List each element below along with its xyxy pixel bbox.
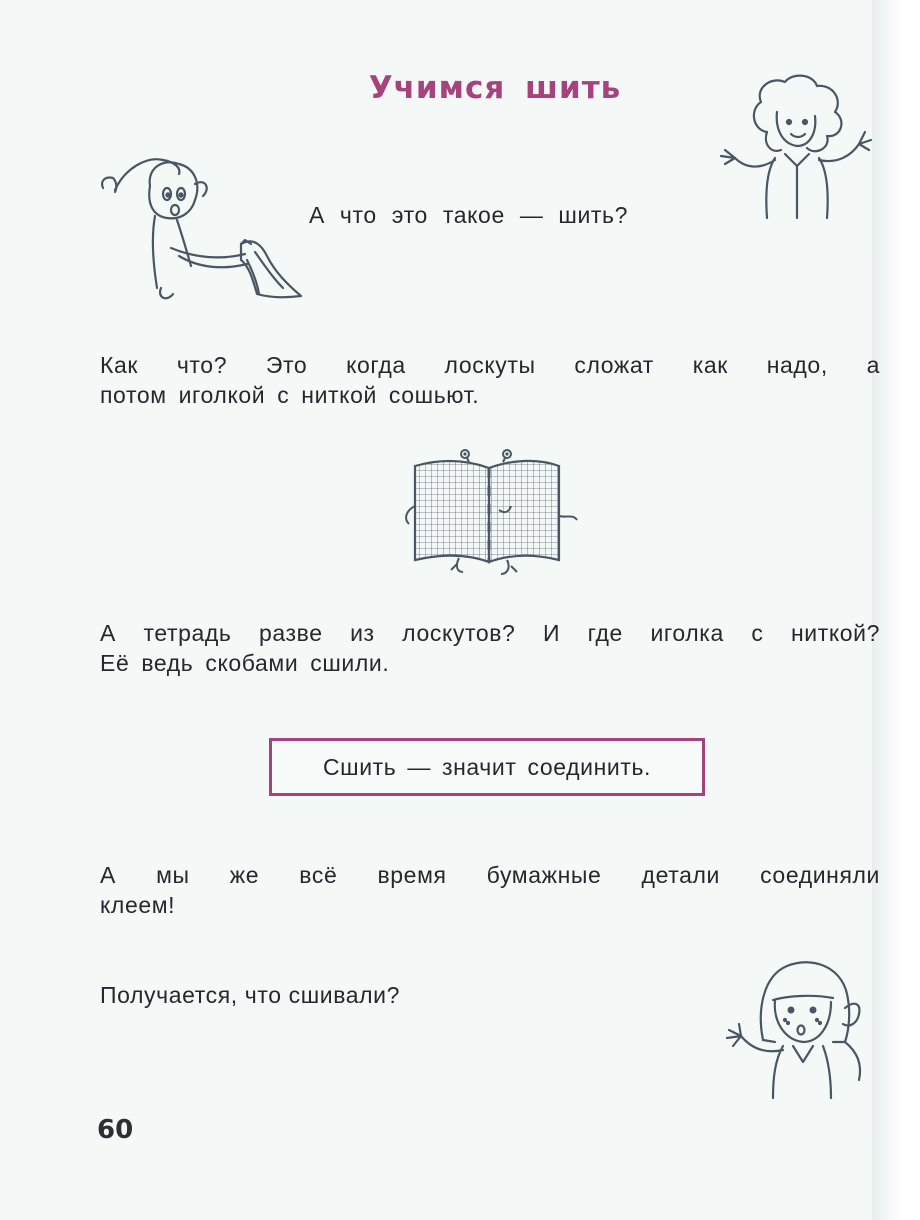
stapled-notebook-character-icon bbox=[395, 440, 585, 580]
question-text: А что это такое — шить? bbox=[309, 202, 629, 228]
page-title: Учимся шить bbox=[368, 70, 622, 106]
monkey-with-cloth-icon bbox=[95, 148, 315, 308]
paragraph-notebook-question bbox=[100, 618, 880, 678]
rule-definition-text: Сшить — значит соединить. bbox=[322, 753, 652, 780]
page-number: 60 bbox=[97, 1115, 134, 1145]
curly-girl-shrugging-icon bbox=[705, 70, 890, 225]
paragraph-1-line-1: Как что? Это когда лоскуты сложат как надо, а bbox=[100, 352, 880, 378]
paragraph-sewing-definition bbox=[100, 350, 880, 410]
paragraph-3-line-2: клеем! bbox=[100, 892, 176, 918]
paragraph-glue bbox=[100, 860, 880, 920]
paragraph-3-line-1: А мы же всё время бумажные детали соединяли bbox=[100, 862, 880, 888]
bob-haired-girl-thinking-icon bbox=[715, 950, 895, 1100]
paragraph-2-line-2: Её ведь скобами сшили. bbox=[100, 650, 390, 676]
paragraph-2-line-1: А тетрадь разве из лоскутов? И где иголка с ниткой? bbox=[100, 620, 880, 646]
paragraph-conclusion-question: Получается, что сшивали? bbox=[100, 982, 401, 1008]
paragraph-1-line-2: потом иголкой с ниткой сошьют. bbox=[100, 382, 480, 408]
rule-definition-box bbox=[269, 738, 705, 796]
